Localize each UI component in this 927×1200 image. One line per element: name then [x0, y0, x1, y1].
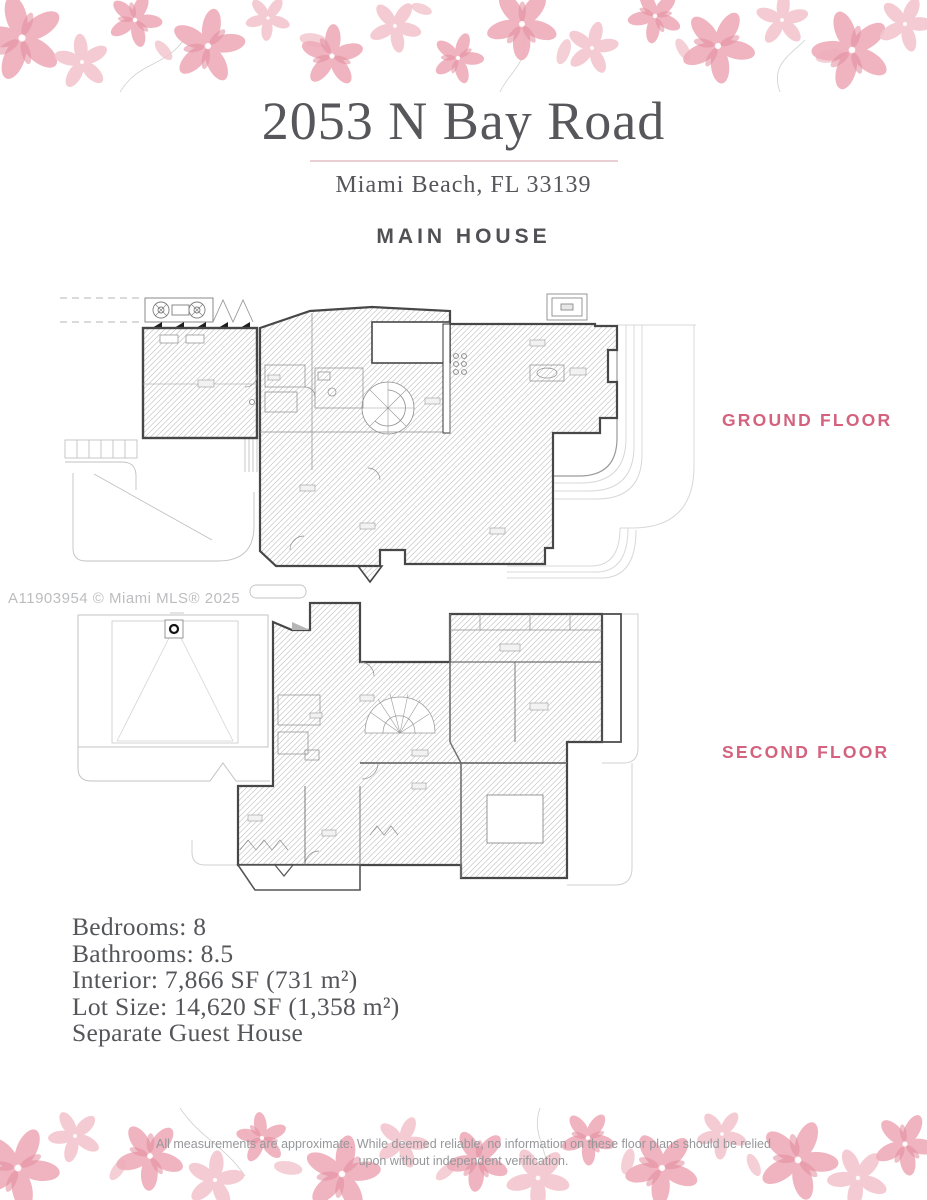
- spiral-staircase: [362, 382, 414, 434]
- page-title: 2053 N Bay Road: [261, 91, 666, 151]
- garage: [143, 328, 257, 438]
- skylight-marker: [170, 625, 178, 633]
- second-floor-outline: [238, 603, 602, 878]
- property-details: [72, 914, 400, 1047]
- mls-watermark: A11903954 © Miami MLS® 2025: [8, 590, 241, 607]
- detail-bedrooms: Bedrooms: 8: [72, 912, 207, 941]
- section-heading: MAIN HOUSE: [376, 225, 551, 248]
- flower-cluster-row: [0, 0, 927, 92]
- double-height-hall: [372, 322, 450, 363]
- balcony-outline: [602, 614, 621, 742]
- kitchen-wall: [443, 324, 450, 433]
- terrace-inner-square: [487, 795, 543, 843]
- detail-lot-size: Lot Size: 14,620 SF (1,358 m²): [72, 991, 400, 1021]
- detail-guest-house: Separate Guest House: [72, 1018, 304, 1047]
- roof-notch: [292, 622, 310, 630]
- detail-interior: Interior: 7,866 SF (731 m²): [72, 965, 358, 994]
- pool-equipment-box: [547, 294, 587, 320]
- title-divider: [310, 160, 618, 162]
- second-floor-plan: [60, 600, 700, 910]
- footer-disclaimer: All measurements are approximate. While deemed reliable, no information on these floor plans should be relied upon without independent verification.: [156, 1137, 771, 1168]
- garage-roof-outline: [78, 613, 270, 781]
- second-floor-label: SECOND FLOOR: [722, 742, 890, 762]
- header: [0, 91, 927, 249]
- ground-floor-label: GROUND FLOOR: [722, 410, 893, 430]
- detail-bathrooms: Bathrooms: 8.5: [72, 938, 234, 968]
- property-dashes: [60, 298, 143, 322]
- floral-border-top: [0, 0, 927, 92]
- equipment-pad: [145, 298, 253, 322]
- ground-floor-plan: [60, 280, 700, 600]
- bottom-balcony: [238, 865, 360, 890]
- address-subtitle: Miami Beach, FL 33139: [335, 172, 592, 198]
